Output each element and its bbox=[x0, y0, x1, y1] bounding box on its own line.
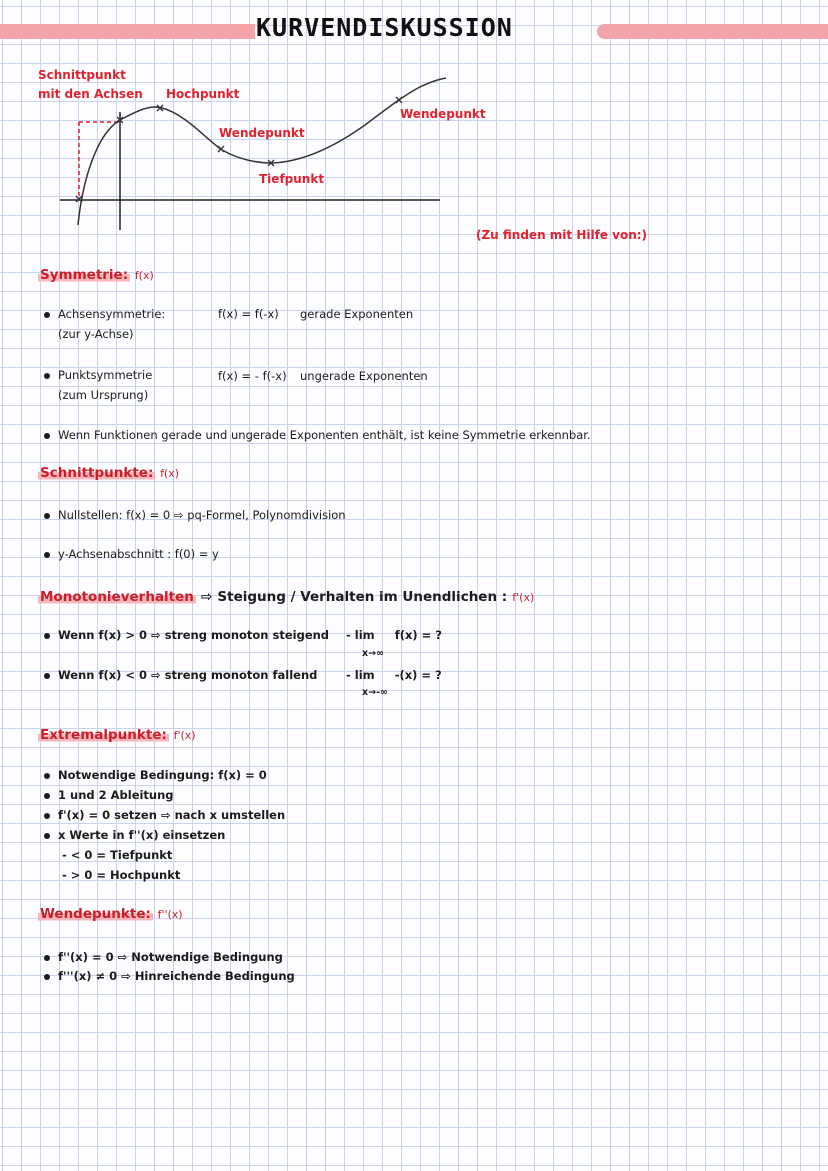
bullet-icon bbox=[44, 773, 50, 779]
arrow-icon: ⇨ bbox=[160, 808, 171, 822]
punktsymmetrie-label bbox=[44, 368, 152, 382]
wende-item-2-res: Hinreichende Bedingung bbox=[134, 969, 295, 983]
graph-note: (Zu finden mit Hilfe von:) bbox=[476, 228, 648, 242]
mark-wendepunkt-2 bbox=[396, 97, 402, 103]
extremal-item-4 bbox=[44, 828, 225, 842]
arrow-icon: ⇨ bbox=[201, 589, 213, 605]
lim-2-label: - lim bbox=[346, 668, 375, 682]
heading-monotonie bbox=[38, 586, 534, 605]
arrow-icon: ⇨ bbox=[173, 508, 184, 522]
wende-item-2-cond: f'''(x) ≠ 0 bbox=[58, 969, 118, 983]
lim-plus-infinity bbox=[346, 628, 442, 642]
monoton-steigend bbox=[44, 628, 329, 642]
y-achsenabschnitt bbox=[44, 547, 219, 561]
wende-item-1-cond: f''(x) = 0 bbox=[58, 950, 114, 964]
nullstellen-label: Nullstellen: f(x) = 0 bbox=[58, 508, 171, 522]
heading-monotonie-sub: Steigung / Verhalten im Unendlichen : bbox=[217, 589, 508, 605]
punktsymmetrie-note: ungerade Exponenten bbox=[300, 369, 428, 383]
bullet-icon bbox=[44, 974, 50, 980]
achsensymmetrie-label bbox=[44, 307, 165, 321]
heading-wende-text: Wendepunkte: bbox=[40, 906, 151, 922]
arrow-icon: ⇨ bbox=[121, 969, 131, 983]
bullet-icon bbox=[44, 833, 50, 839]
extremal-hochpunkt: - > 0 = Hochpunkt bbox=[62, 868, 181, 882]
label-schnittpunkt-2: mit den Achsen bbox=[38, 87, 143, 101]
heading-symmetrie-text: Symmetrie: bbox=[40, 267, 129, 283]
label-hochpunkt: Hochpunkt bbox=[166, 87, 240, 101]
steigend-text: streng monoton steigend bbox=[164, 628, 330, 642]
lim-2-value: -(x) = ? bbox=[394, 668, 442, 682]
extremal-item-2-text: 1 und 2 Ableitung bbox=[58, 788, 174, 802]
bullet-icon bbox=[44, 955, 50, 961]
bullet-icon bbox=[44, 633, 50, 639]
punktsymmetrie-formula: f(x) = - f(-x) bbox=[218, 369, 287, 383]
label-tiefpunkt: Tiefpunkt bbox=[259, 172, 325, 186]
bullet-icon bbox=[44, 813, 50, 819]
heading-schnittpunkte-text: Schnittpunkte: bbox=[40, 465, 154, 481]
symmetrie-none-text: Wenn Funktionen gerade und ungerade Exponenten enthält, ist keine Symmetrie erkennbar. bbox=[58, 428, 591, 442]
extremal-item-3 bbox=[44, 808, 285, 822]
heading-extremal-text: Extremalpunkte: bbox=[40, 727, 167, 743]
heading-monotonie-text: Monotonieverhalten bbox=[40, 589, 194, 605]
heading-wendepunkte bbox=[38, 906, 183, 922]
heading-symmetrie-arg: f(x) bbox=[134, 269, 154, 282]
heading-extremalpunkte bbox=[38, 727, 196, 743]
fallend-condition: Wenn f(x) < 0 bbox=[58, 668, 148, 682]
label-wendepunkt-2: Wendepunkt bbox=[400, 107, 486, 121]
punktsymmetrie-line-1: Punktsymmetrie bbox=[58, 368, 153, 382]
arrow-icon: ⇨ bbox=[151, 628, 161, 642]
y-achsenabschnitt-label: y-Achsenabschnitt : f(0) = y bbox=[58, 547, 219, 561]
curve-sketch bbox=[0, 0, 828, 260]
arrow-icon: ⇨ bbox=[117, 950, 128, 964]
label-wendepunkt-1: Wendepunkt bbox=[219, 126, 305, 140]
extremal-tiefpunkt: - < 0 = Tiefpunkt bbox=[62, 848, 173, 862]
steigend-condition: Wenn f(x) > 0 bbox=[58, 628, 148, 642]
wende-item-1 bbox=[44, 950, 283, 964]
lim-2-sub: x→-∞ bbox=[362, 687, 388, 698]
heading-wende-arg: f''(x) bbox=[157, 908, 183, 921]
bullet-icon bbox=[44, 513, 50, 519]
nullstellen bbox=[44, 508, 346, 522]
extremal-item-1-text: Notwendige Bedingung: f(x) = 0 bbox=[58, 768, 267, 782]
heading-extremal-arg: f'(x) bbox=[173, 729, 196, 742]
wende-item-2 bbox=[44, 969, 295, 983]
heading-schnittpunkte-arg: f(x) bbox=[160, 467, 180, 480]
arrow-icon: ⇨ bbox=[151, 668, 161, 682]
bullet-icon bbox=[44, 433, 50, 439]
bullet-icon bbox=[44, 552, 50, 558]
point-marks bbox=[76, 97, 402, 202]
wende-item-1-res: Notwendige Bedingung bbox=[131, 950, 283, 964]
heading-schnittpunkte bbox=[38, 465, 179, 481]
achsensymmetrie-line-2: (zur y-Achse) bbox=[58, 327, 134, 341]
bullet-icon bbox=[44, 793, 50, 799]
nullstellen-method: pq-Formel, Polynomdivision bbox=[187, 508, 346, 522]
extremal-item-4-text: x Werte in f''(x) einsetzen bbox=[58, 828, 226, 842]
achsensymmetrie-line-1: Achsensymmetrie: bbox=[58, 307, 166, 321]
fallend-text: streng monoton fallend bbox=[164, 668, 318, 682]
lim-minus-infinity bbox=[346, 668, 442, 682]
lim-1-label: - lim bbox=[346, 628, 375, 642]
bullet-icon bbox=[44, 673, 50, 679]
achsensymmetrie-note: gerade Exponenten bbox=[300, 307, 414, 321]
lim-1-sub: x→∞ bbox=[362, 648, 385, 659]
achsensymmetrie-formula: f(x) = f(-x) bbox=[218, 307, 279, 321]
mark-wendepunkt-1 bbox=[218, 146, 224, 152]
heading-monotonie-arg: f'(x) bbox=[512, 591, 535, 604]
extremal-item-3-text: f'(x) = 0 setzen bbox=[58, 808, 157, 822]
lim-1-value: f(x) = ? bbox=[394, 628, 442, 642]
label-schnittpunkt-1: Schnittpunkt bbox=[38, 68, 126, 82]
heading-symmetrie bbox=[38, 267, 154, 283]
punktsymmetrie-line-2: (zum Ursprung) bbox=[58, 388, 149, 402]
monoton-fallend bbox=[44, 668, 317, 682]
extremal-item-1 bbox=[44, 768, 267, 782]
bullet-icon bbox=[44, 373, 50, 379]
symmetrie-none bbox=[44, 428, 591, 442]
page-title: KURVENDISKUSSION bbox=[256, 13, 513, 42]
extremal-item-2 bbox=[44, 788, 174, 802]
extremal-umstellen: nach x umstellen bbox=[174, 808, 286, 822]
bullet-icon bbox=[44, 312, 50, 318]
